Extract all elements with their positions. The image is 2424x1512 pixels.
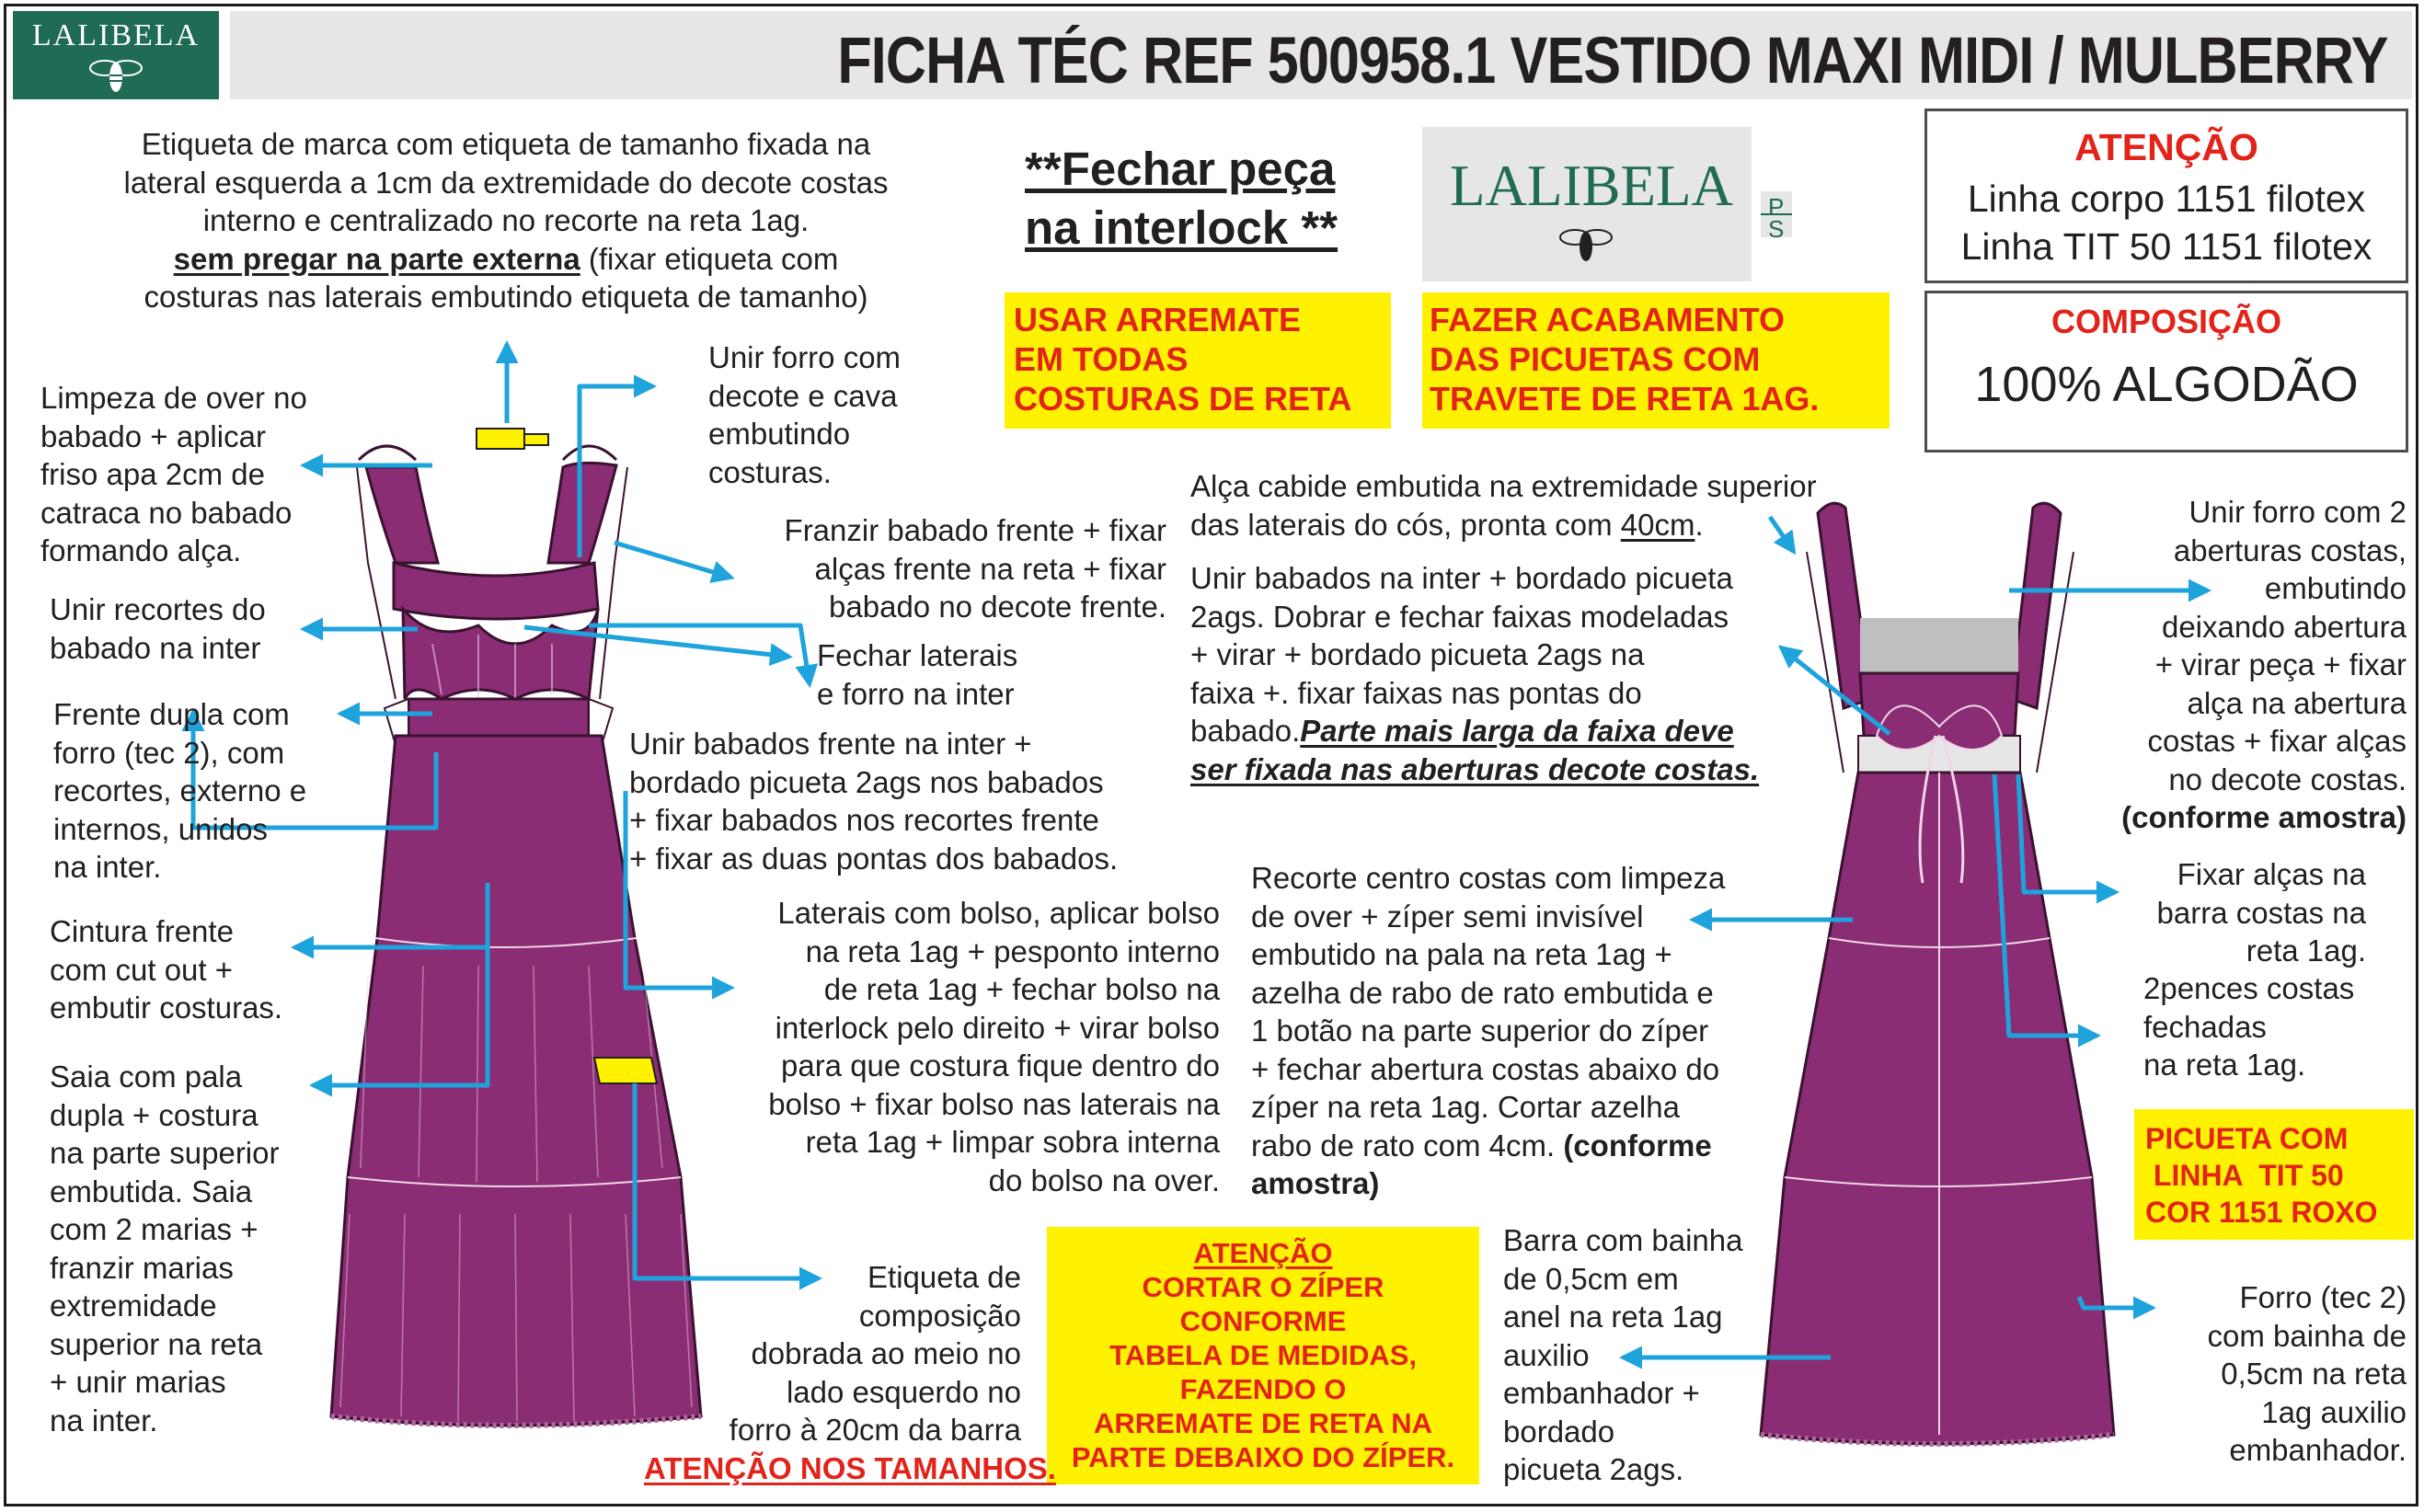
note-alca-cabide: Alça cabide embutida na extremidade superior das laterais do cós, pronta com 40cm.: [1190, 469, 1817, 542]
close-in-interlock-note: [1025, 140, 1338, 258]
arremate-note: USAR ARREMATE EM TODAS COSTURAS DE RETA: [1014, 301, 1352, 418]
close-note-line: na interlock **: [1025, 201, 1338, 254]
note-fechar-laterais: Fechar laterais e forro na inter: [817, 638, 1018, 711]
thread-line: Linha TIT 50 1151 filotex: [1960, 225, 2372, 268]
thread-attention-box: [1924, 109, 2408, 283]
note-barra-bainha: Barra com bainha de 0,5cm em anel na reta 1ag auxilio embanhador + bordado picueta 2ags.: [1503, 1223, 1743, 1486]
composition-title: COMPOSIÇÃO: [2051, 303, 2281, 340]
arremate-note-box: [1005, 292, 1391, 429]
attention-title: ATENÇÃO: [2074, 126, 2258, 168]
logo-side-letter: P: [1768, 193, 1785, 221]
picuetas-note-box: [1422, 292, 1890, 429]
note-saia: Saia com pala dupla + costura na parte superior embutida. Saia com 2 marias + franzir marias extremidade superior na reta + unir marias na inter.: [50, 1060, 280, 1438]
note-cintura: Cintura frente com cut out + embutir costuras.: [50, 914, 283, 1025]
note-unir-babados-costas: Unir babados na inter + bordado picueta 2ags. Dobrar e fechar faixas modeladas + virar + bordado picueta 2ags na faixa +. fixar faixas nas pontas do babado.Parte mais larga da faixa deve ser fixada nas aberturas decote costas.: [1190, 561, 1760, 786]
note-frente-dupla: Frente dupla com forro (tec 2), com recortes, externo e internos, unidos na inter.: [53, 697, 307, 884]
brand-label-note-line: (fixar etiqueta com: [580, 241, 839, 276]
brand-label-note-emphasis: sem pregar na parte externa: [173, 241, 580, 276]
page-title: FICHA TÉC REF 500958.1 VESTIDO MAXI MIDI / MULBERRY: [837, 25, 2388, 97]
size-attention-warning: ATENÇÃO NOS TAMANHOS.: [644, 1450, 1056, 1485]
note-unir-forro-decote: Unir forro com decote e cava embutindo costuras.: [708, 340, 902, 489]
brand-label-note: [55, 125, 957, 316]
picuetas-note: FAZER ACABAMENTO DAS PICUETAS COM TRAVETE DE RETA 1AG.: [1430, 301, 1820, 418]
note-forro-costas: Unir forro com 2 aberturas costas, embutindo deixando abertura + virar peça + fixar alça na abertura costas + fixar alças no decote costas. (conforme amostra): [2121, 495, 2407, 834]
note-limpeza-over: Limpeza de over no babado + aplicar friso apa 2cm de catraca no babado formando alça.: [40, 381, 307, 567]
brand-name: LALIBELA: [31, 18, 201, 52]
note-unir-recortes: Unir recortes do babado na inter: [50, 592, 266, 665]
note-laterais-bolso: Laterais com bolso, aplicar bolso na reta 1ag + pesponto interno de reta 1ag + fechar bolso na interlock pelo direito + virar bolso para que costura fique dentro do bolso + fixar bolso nas laterais na reta 1ag + limpar sobra interna do bolso na over.: [768, 896, 1220, 1197]
brand-label-note-line: interno e centralizado no recorte na reta 1ag.: [202, 203, 810, 237]
note-franzir-babado: Franzir babado frente + fixar alças frente na reta + fixar babado no decote frente.: [784, 513, 1166, 624]
note-recorte-centro-costas: Recorte centro costas com limpeza de over + zíper semi invisível embutido na pala na reta 1ag + azelha de rabo de rato embutida e 1 botão na parte superior do zíper + fechar abertura costas abaixo do zíper na reta 1ag. Cortar azelha rabo de rato com 4cm. (conforme amostra): [1251, 861, 1726, 1200]
zipper-attention-note: ATENÇÃO CORTAR O ZÍPER CONFORME TABELA DE MEDIDAS, FAZENDO O ARREMATE DE RETA NA PARTE DEBAIXO DO ZÍPER.: [1071, 1237, 1455, 1473]
composition-box: [1924, 291, 2408, 452]
logo-side-tag: [1761, 191, 1792, 243]
logo-brand-name: LALIBELA: [1450, 154, 1733, 218]
note-etiqueta-composicao: Etiqueta de composição dobrada ao meio no lado esquerdo no forro à 20cm da barra ATENÇÃO NOS TAMANHOS.: [644, 1260, 1056, 1485]
brand-label-note-line: costuras nas laterais embutindo etiqueta de tamanho): [144, 280, 868, 314]
logo-side-letter: S: [1768, 215, 1785, 243]
lalibela-ps-logo: [1422, 127, 1752, 281]
brand-label-note-line: Etiqueta de marca com etiqueta de tamanho fixada na: [141, 127, 871, 161]
close-note-line: **Fechar peça: [1025, 143, 1336, 195]
note-forro-tec2: Forro (tec 2) com bainha de 0,5cm na reta 1ag auxilio embanhador.: [2207, 1280, 2407, 1467]
note-unir-babados-frente: Unir babados frente na inter + bordado picueta 2ags nos babados + fixar babados nos recortes frente + fixar as duas pontas dos babados.: [629, 727, 1119, 876]
note-pences: 2pences costas fechadas na reta 1ag.: [2143, 971, 2355, 1082]
zipper-attention-box: [1047, 1227, 1479, 1484]
note-fixar-alcas: Fixar alças na barra costas na reta 1ag.: [2156, 857, 2366, 968]
brand-label-note-line: lateral esquerda a 1cm da extremidade do decote costas: [123, 165, 889, 200]
thread-line: Linha corpo 1151 filotex: [1967, 178, 2366, 220]
composition-value: 100% ALGODÃO: [1974, 357, 2359, 412]
picueta-thread-note: PICUETA COM LINHA TIT 50 COR 1151 ROXO: [2145, 1122, 2378, 1229]
picueta-thread-box: [2134, 1109, 2414, 1240]
bee-icon: [1558, 223, 1614, 265]
